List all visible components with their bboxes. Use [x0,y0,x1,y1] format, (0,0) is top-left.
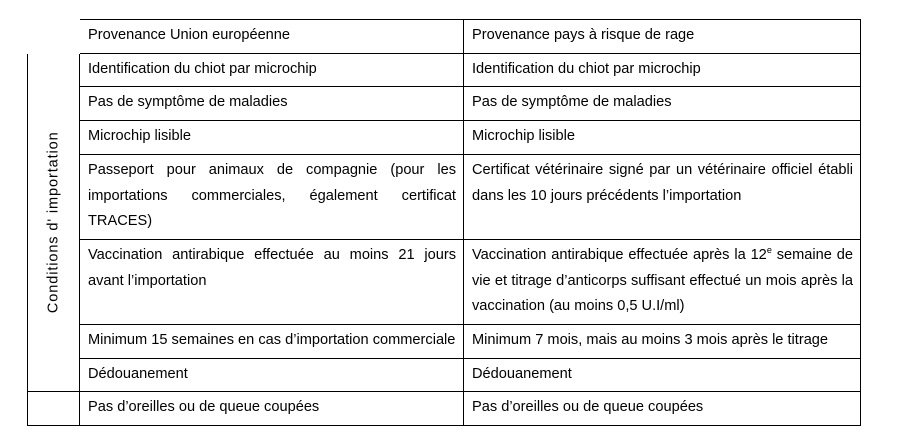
cell-text-pre: Vaccination antirabique effectuée après la 12 [472,246,767,263]
cell-dedouanement-eu [80,358,464,392]
table-row [28,53,861,87]
cell-oreilles-queue-eu [80,392,464,426]
row-group-label-text: Conditions d' importation [45,131,62,314]
cell-text [472,243,853,320]
header-blank-cell [28,20,80,54]
table-row [28,325,861,359]
cell-vaccination-eu [80,239,464,324]
column-header-risk-text: Provenance pays à risque de rage [472,27,695,43]
cell-text: Pas de symptôme de maladies [88,94,288,111]
cell-text: Microchip lisible [88,128,191,145]
cell-vaccination-risk [464,239,861,324]
cell-text: Certificat vétérinaire signé par un vétérinaire officiel établi dans les 10 jours précédents l’importation [472,161,853,204]
cell-age-minimum-eu [80,325,464,359]
table-row [28,358,861,392]
cell-text: Minimum 15 semaines en cas d’importation commerciale [88,332,456,349]
cell-text: Pas d’oreilles ou de queue coupées [472,399,704,416]
ordinal-suffix: e [766,245,772,256]
table-row [28,154,861,239]
table-footer-row [28,392,861,426]
cell-microchip-lisible-risk [464,121,861,155]
cell-symptomes-eu [80,87,464,121]
cell-identification-risk [464,53,861,87]
cell-text: Minimum 7 mois, mais au moins 3 mois après le titrage [472,332,829,349]
cell-text: Identification du chiot par microchip [472,60,701,77]
cell-text: Vaccination antirabique effectuée au moins 21 jours avant l’importation [88,246,456,289]
cell-dedouanement-risk [464,358,861,392]
cell-age-minimum-risk [464,325,861,359]
column-header-risk [464,20,861,54]
row-group-label-conditions [28,53,80,392]
table-row [28,87,861,121]
cell-text: Dédouanement [472,365,572,382]
cell-text: Dédouanement [88,365,188,382]
cell-text: Passeport pour animaux de compagnie (pour les importations commerciales, également certificat TRACES) [88,161,456,230]
table-row [28,121,861,155]
cell-text-post: semaine de vie et titrage d’anticorps suffisant effectué un mois après la vaccination (au moins 0,5 U.I/ml) [472,246,853,315]
cell-text: Microchip lisible [472,128,575,145]
table-row [28,239,861,324]
cell-microchip-lisible-eu [80,121,464,155]
cell-text: Pas de symptôme de maladies [472,94,672,111]
cell-oreilles-queue-risk [464,392,861,426]
column-header-eu-text: Provenance Union européenne [88,27,291,43]
column-header-eu [80,20,464,54]
cell-identification-eu [80,53,464,87]
import-conditions-table [27,19,861,426]
cell-certificat-risk [464,154,861,239]
cell-symptomes-risk [464,87,861,121]
cell-text: Pas d’oreilles ou de queue coupées [88,399,320,416]
table-header-row [28,20,861,54]
footer-blank-cell [28,392,80,426]
row-group-label-wrap [28,54,79,392]
cell-passeport-eu [80,154,464,239]
cell-text: Identification du chiot par microchip [88,60,317,77]
